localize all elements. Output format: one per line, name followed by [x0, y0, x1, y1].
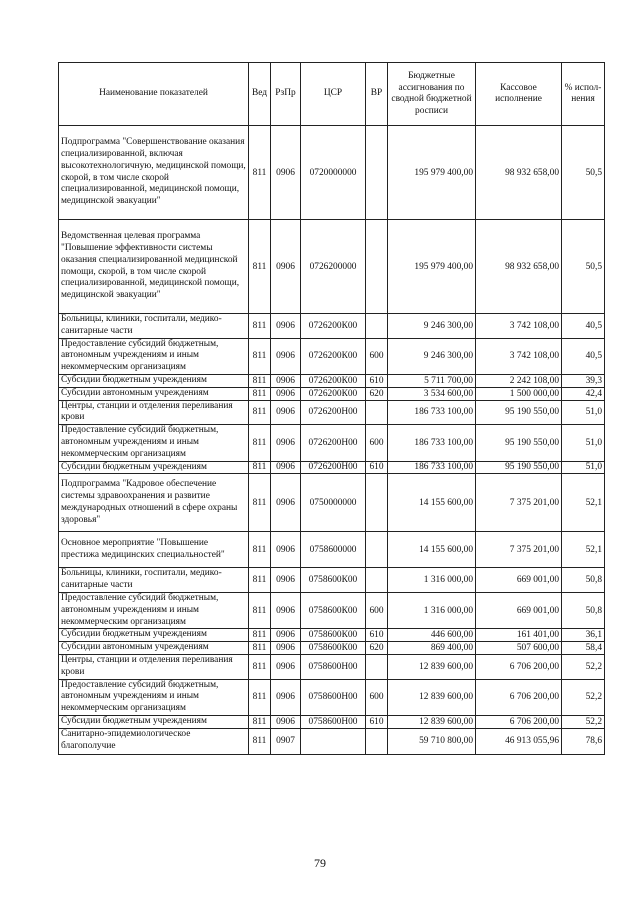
row-execution-cell: 6 706 200,00 — [476, 679, 562, 715]
row-csr-cell: 0726200000 — [301, 220, 366, 314]
row-name-cell: Субсидии бюджетным учреждениям — [59, 629, 249, 642]
row-ved-cell: 811 — [249, 568, 271, 593]
row-ved-cell: 811 — [249, 425, 271, 461]
table-row — [59, 629, 605, 642]
row-ved-cell: 811 — [249, 654, 271, 679]
row-name-cell: Предоставление субсидий бюджетным, автономным учреждениям и иным некоммерческим организациям — [59, 425, 249, 461]
row-csr-cell: 0726200К00 — [301, 314, 366, 339]
table-row — [59, 425, 605, 461]
page-number: 79 — [314, 856, 326, 870]
row-rzpr-cell: 0906 — [271, 532, 301, 568]
row-name-cell: Больницы, клиники, госпитали, медико-санитарные части — [59, 568, 249, 593]
row-percent-cell: 52,1 — [562, 474, 605, 532]
table-header-row — [59, 63, 605, 126]
row-vr-cell — [366, 126, 388, 220]
row-rzpr-cell: 0906 — [271, 715, 301, 728]
row-csr-cell: 0758600Н00 — [301, 679, 366, 715]
row-rzpr-cell: 0906 — [271, 568, 301, 593]
row-assignment-cell: 186 733 100,00 — [388, 425, 476, 461]
row-execution-cell: 95 190 550,00 — [476, 461, 562, 474]
row-vr-cell: 610 — [366, 461, 388, 474]
row-percent-cell: 52,2 — [562, 715, 605, 728]
row-percent-cell: 51,0 — [562, 425, 605, 461]
row-name-cell: Субсидии бюджетным учреждениям — [59, 715, 249, 728]
table-row — [59, 642, 605, 655]
row-percent-cell: 58,4 — [562, 642, 605, 655]
row-vr-cell: 600 — [366, 338, 388, 374]
table-row — [59, 679, 605, 715]
row-rzpr-cell: 0907 — [271, 728, 301, 754]
row-execution-cell: 1 500 000,00 — [476, 387, 562, 400]
row-execution-cell: 669 001,00 — [476, 568, 562, 593]
row-name-cell: Субсидии бюджетным учреждениям — [59, 461, 249, 474]
row-rzpr-cell: 0906 — [271, 126, 301, 220]
row-execution-cell: 95 190 550,00 — [476, 425, 562, 461]
row-ved-cell: 811 — [249, 474, 271, 532]
header-name: Наименование показателей — [59, 63, 249, 126]
row-name-cell: Субсидии автономным учреждениям — [59, 642, 249, 655]
row-execution-cell: 98 932 658,00 — [476, 126, 562, 220]
row-rzpr-cell: 0906 — [271, 338, 301, 374]
row-vr-cell — [366, 220, 388, 314]
row-percent-cell: 52,2 — [562, 679, 605, 715]
row-percent-cell: 51,0 — [562, 461, 605, 474]
header-ved: Вед — [249, 63, 271, 126]
row-execution-cell: 95 190 550,00 — [476, 400, 562, 425]
row-name-cell: Центры, станции и отделения переливания крови — [59, 400, 249, 425]
row-ved-cell: 811 — [249, 728, 271, 754]
row-execution-cell: 46 913 055,96 — [476, 728, 562, 754]
row-assignment-cell: 9 246 300,00 — [388, 338, 476, 374]
row-assignment-cell: 5 711 700,00 — [388, 374, 476, 387]
row-execution-cell: 2 242 108,00 — [476, 374, 562, 387]
row-name-cell: Больницы, клиники, госпитали, медико-санитарные части — [59, 314, 249, 339]
row-assignment-cell: 3 534 600,00 — [388, 387, 476, 400]
row-ved-cell: 811 — [249, 642, 271, 655]
row-percent-cell: 36,1 — [562, 629, 605, 642]
table-row — [59, 220, 605, 314]
row-csr-cell: 0758600Н00 — [301, 715, 366, 728]
row-ved-cell: 811 — [249, 679, 271, 715]
table-row — [59, 338, 605, 374]
row-csr-cell: 0726200К00 — [301, 387, 366, 400]
budget-execution-table — [58, 62, 605, 755]
row-rzpr-cell: 0906 — [271, 654, 301, 679]
row-vr-cell: 610 — [366, 374, 388, 387]
header-rzpr: РзПр — [271, 63, 301, 126]
row-ved-cell: 811 — [249, 461, 271, 474]
row-vr-cell — [366, 314, 388, 339]
header-cash-execution: Кассовое исполнение — [476, 63, 562, 126]
row-assignment-cell: 59 710 800,00 — [388, 728, 476, 754]
row-rzpr-cell: 0906 — [271, 425, 301, 461]
row-assignment-cell: 12 839 600,00 — [388, 679, 476, 715]
header-assignments: Бюджетные ассигнования по сводной бюджетной росписи — [388, 63, 476, 126]
row-name-cell: Ведомственная целевая программа "Повышение эффективности системы оказания специализированной медицинской помощи, скорой, в том числе скорой специализированной, медицинской помощи, медицинской эвакуации" — [59, 220, 249, 314]
row-vr-cell: 600 — [366, 679, 388, 715]
row-execution-cell: 98 932 658,00 — [476, 220, 562, 314]
row-name-cell: Санитарно-эпидемиологическое благополучие — [59, 728, 249, 754]
row-percent-cell: 40,5 — [562, 314, 605, 339]
row-rzpr-cell: 0906 — [271, 474, 301, 532]
row-ved-cell: 811 — [249, 338, 271, 374]
row-vr-cell: 620 — [366, 642, 388, 655]
row-assignment-cell: 14 155 600,00 — [388, 532, 476, 568]
row-percent-cell: 39,3 — [562, 374, 605, 387]
row-rzpr-cell: 0906 — [271, 387, 301, 400]
row-assignment-cell: 14 155 600,00 — [388, 474, 476, 532]
row-execution-cell: 6 706 200,00 — [476, 654, 562, 679]
row-assignment-cell: 1 316 000,00 — [388, 592, 476, 628]
table-row — [59, 387, 605, 400]
row-rzpr-cell: 0906 — [271, 592, 301, 628]
row-csr-cell: 0758600К00 — [301, 642, 366, 655]
row-ved-cell: 811 — [249, 126, 271, 220]
row-csr-cell: 0726200Н00 — [301, 400, 366, 425]
row-rzpr-cell: 0906 — [271, 374, 301, 387]
table-row — [59, 474, 605, 532]
row-csr-cell: 0720000000 — [301, 126, 366, 220]
row-execution-cell: 3 742 108,00 — [476, 338, 562, 374]
row-execution-cell: 669 001,00 — [476, 592, 562, 628]
row-csr-cell: 0758600К00 — [301, 629, 366, 642]
row-vr-cell — [366, 568, 388, 593]
row-csr-cell — [301, 728, 366, 754]
row-rzpr-cell: 0906 — [271, 314, 301, 339]
row-ved-cell: 811 — [249, 532, 271, 568]
row-percent-cell: 42,4 — [562, 387, 605, 400]
row-rzpr-cell: 0906 — [271, 461, 301, 474]
row-percent-cell: 50,5 — [562, 220, 605, 314]
row-percent-cell: 51,0 — [562, 400, 605, 425]
row-percent-cell: 52,1 — [562, 532, 605, 568]
table-row — [59, 126, 605, 220]
row-execution-cell: 161 401,00 — [476, 629, 562, 642]
row-ved-cell: 811 — [249, 715, 271, 728]
row-csr-cell: 0726200Н00 — [301, 461, 366, 474]
row-vr-cell: 600 — [366, 592, 388, 628]
table-row — [59, 592, 605, 628]
table-row — [59, 728, 605, 754]
header-csr: ЦСР — [301, 63, 366, 126]
row-vr-cell — [366, 474, 388, 532]
table-row — [59, 568, 605, 593]
row-ved-cell: 811 — [249, 592, 271, 628]
row-assignment-cell: 186 733 100,00 — [388, 461, 476, 474]
row-name-cell: Подпрограмма "Совершенствование оказания специализированной, включая высокотехнологичную, медицинской помощи, скорой, в том числе скорой специализированной, медицинской помощи, медицинской эвакуации" — [59, 126, 249, 220]
row-assignment-cell: 186 733 100,00 — [388, 400, 476, 425]
row-name-cell: Основное мероприятие "Повышение престижа медицинских специальностей" — [59, 532, 249, 568]
row-assignment-cell: 195 979 400,00 — [388, 220, 476, 314]
row-rzpr-cell: 0906 — [271, 629, 301, 642]
row-vr-cell — [366, 400, 388, 425]
table-row — [59, 314, 605, 339]
row-csr-cell: 0758600Н00 — [301, 654, 366, 679]
row-csr-cell: 0758600000 — [301, 532, 366, 568]
row-percent-cell: 50,5 — [562, 126, 605, 220]
row-ved-cell: 811 — [249, 387, 271, 400]
row-ved-cell: 811 — [249, 314, 271, 339]
row-vr-cell: 610 — [366, 715, 388, 728]
row-execution-cell: 6 706 200,00 — [476, 715, 562, 728]
row-ved-cell: 811 — [249, 220, 271, 314]
row-vr-cell — [366, 532, 388, 568]
row-ved-cell: 811 — [249, 374, 271, 387]
row-assignment-cell: 9 246 300,00 — [388, 314, 476, 339]
row-rzpr-cell: 0906 — [271, 400, 301, 425]
row-name-cell: Подпрограмма "Кадровое обеспечение системы здравоохранения и развитие международных отношений в сфере охраны здоровья" — [59, 474, 249, 532]
row-rzpr-cell: 0906 — [271, 679, 301, 715]
row-percent-cell: 52,2 — [562, 654, 605, 679]
row-assignment-cell: 195 979 400,00 — [388, 126, 476, 220]
table-row — [59, 374, 605, 387]
row-vr-cell: 600 — [366, 425, 388, 461]
row-execution-cell: 7 375 201,00 — [476, 532, 562, 568]
row-execution-cell: 7 375 201,00 — [476, 474, 562, 532]
row-vr-cell: 610 — [366, 629, 388, 642]
row-execution-cell: 3 742 108,00 — [476, 314, 562, 339]
row-percent-cell: 50,8 — [562, 592, 605, 628]
row-execution-cell: 507 600,00 — [476, 642, 562, 655]
row-ved-cell: 811 — [249, 400, 271, 425]
row-name-cell: Центры, станции и отделения переливания крови — [59, 654, 249, 679]
table-row — [59, 715, 605, 728]
row-assignment-cell: 1 316 000,00 — [388, 568, 476, 593]
row-vr-cell — [366, 654, 388, 679]
row-rzpr-cell: 0906 — [271, 642, 301, 655]
header-vr: ВР — [366, 63, 388, 126]
row-assignment-cell: 869 400,00 — [388, 642, 476, 655]
row-ved-cell: 811 — [249, 629, 271, 642]
table-row — [59, 532, 605, 568]
row-csr-cell: 0726200Н00 — [301, 425, 366, 461]
row-name-cell: Предоставление субсидий бюджетным, автономным учреждениям и иным некоммерческим организациям — [59, 679, 249, 715]
row-assignment-cell: 12 839 600,00 — [388, 715, 476, 728]
table-row — [59, 400, 605, 425]
row-name-cell: Предоставление субсидий бюджетным, автономным учреждениям и иным некоммерческим организациям — [59, 338, 249, 374]
row-csr-cell: 0758600К00 — [301, 592, 366, 628]
row-csr-cell: 0726200К00 — [301, 374, 366, 387]
table-row — [59, 654, 605, 679]
row-vr-cell — [366, 728, 388, 754]
row-csr-cell: 0750000000 — [301, 474, 366, 532]
row-percent-cell: 40,5 — [562, 338, 605, 374]
row-name-cell: Субсидии бюджетным учреждениям — [59, 374, 249, 387]
row-assignment-cell: 12 839 600,00 — [388, 654, 476, 679]
table-body — [59, 126, 605, 755]
row-csr-cell: 0758600К00 — [301, 568, 366, 593]
row-percent-cell: 78,6 — [562, 728, 605, 754]
row-name-cell: Субсидии автономным учреждениям — [59, 387, 249, 400]
row-percent-cell: 50,8 — [562, 568, 605, 593]
row-rzpr-cell: 0906 — [271, 220, 301, 314]
table-row — [59, 461, 605, 474]
row-csr-cell: 0726200К00 — [301, 338, 366, 374]
row-assignment-cell: 446 600,00 — [388, 629, 476, 642]
row-vr-cell: 620 — [366, 387, 388, 400]
header-execution-percent: % испол-нения — [562, 63, 605, 126]
row-name-cell: Предоставление субсидий бюджетным, автономным учреждениям и иным некоммерческим организациям — [59, 592, 249, 628]
